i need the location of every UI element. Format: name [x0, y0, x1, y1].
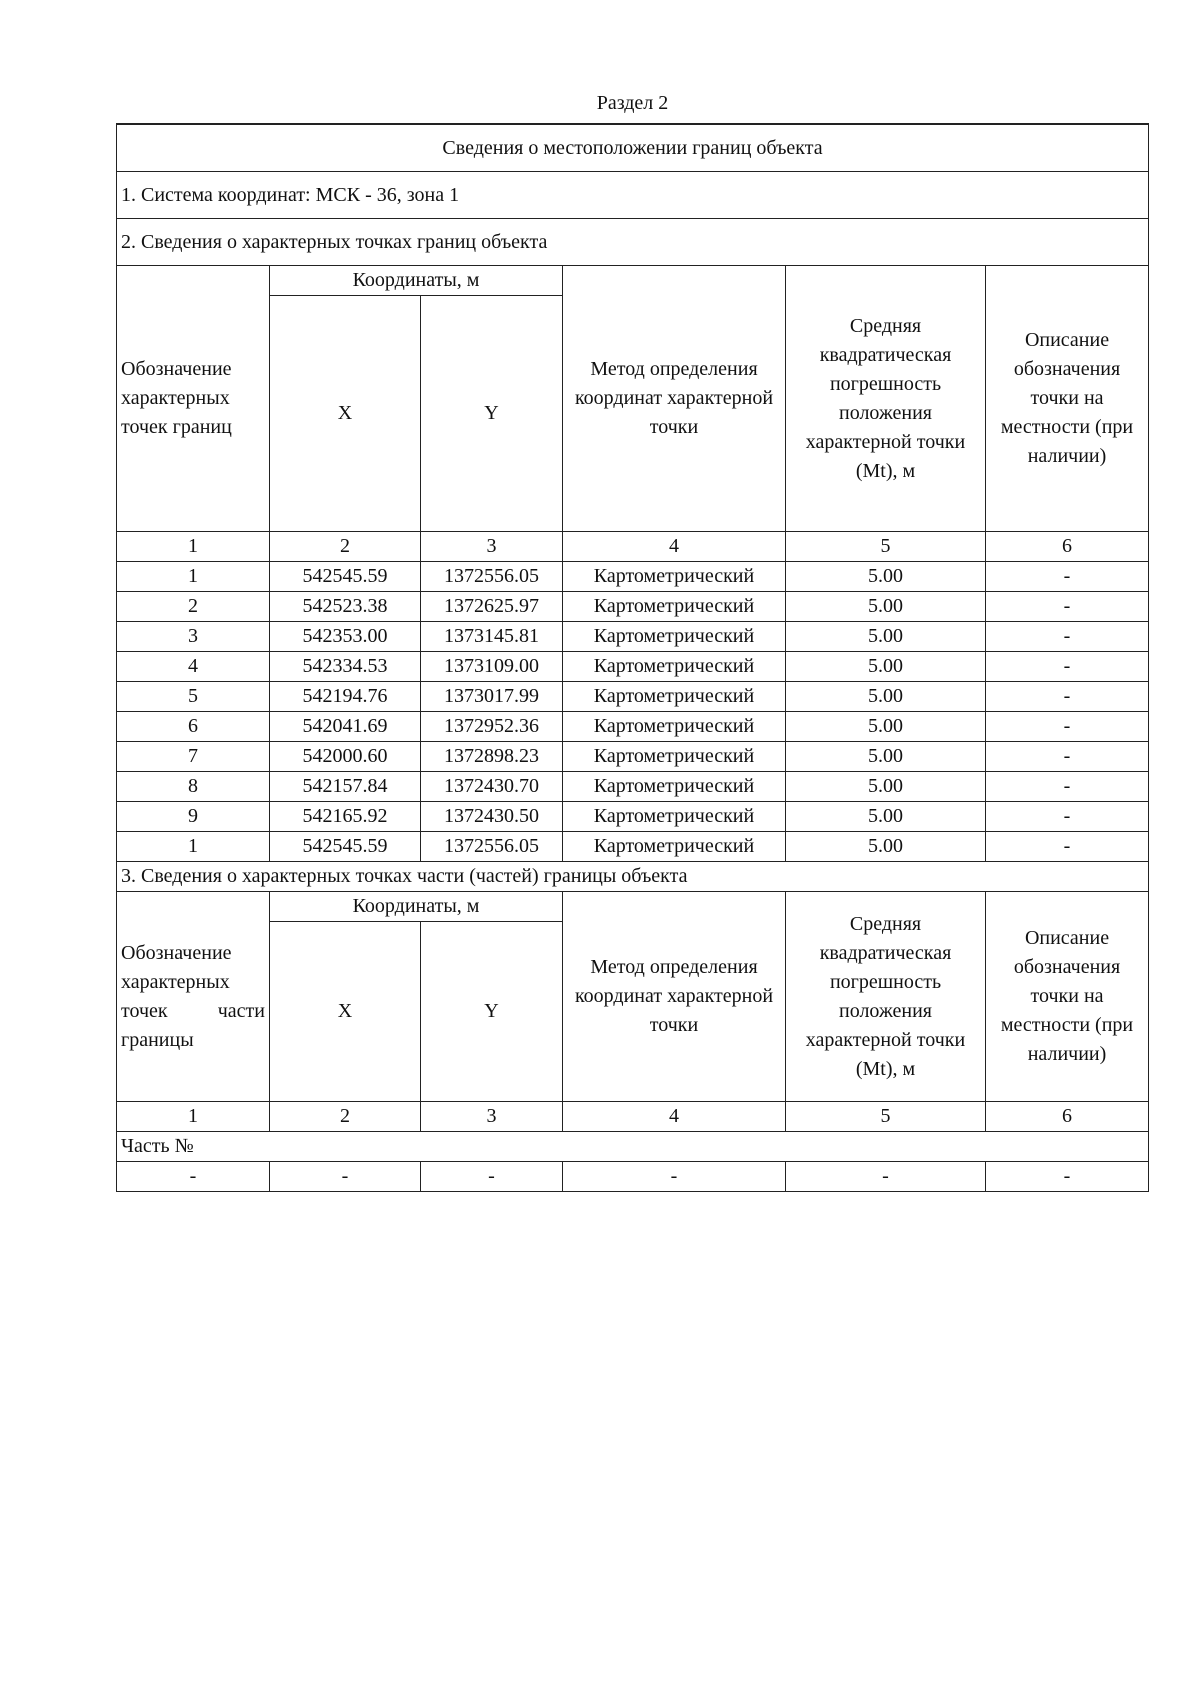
header-coordinates: Координаты, м — [270, 892, 563, 922]
col-number: 3 — [421, 532, 563, 562]
point-method: Картометрический — [563, 562, 786, 592]
header-error: Средняя квадратическая погрешность положения характерной точки (Mt), м — [786, 266, 986, 532]
table-row — [117, 772, 1149, 802]
point-description: - — [986, 652, 1149, 682]
header-x: X — [270, 296, 421, 532]
point-error: 5.00 — [786, 622, 986, 652]
header-part-line: Обозначение — [121, 941, 232, 964]
col-number: 3 — [421, 1102, 563, 1132]
point-id: 8 — [117, 772, 270, 802]
point-id: 4 — [117, 652, 270, 682]
point-method: Картометрический — [563, 652, 786, 682]
col-number: 1 — [117, 532, 270, 562]
point-id: 5 — [117, 682, 270, 712]
point-description: - — [986, 562, 1149, 592]
header-part-line: характерных — [121, 970, 230, 993]
col-number: 6 — [986, 1102, 1149, 1132]
point-y: 1372430.50 — [421, 802, 563, 832]
section3-title: 3. Сведения о характерных точках части (частей) границы объекта — [117, 862, 1149, 892]
col-number: 5 — [786, 1102, 986, 1132]
part-cell: - — [986, 1162, 1149, 1192]
header-y: Y — [421, 296, 563, 532]
section2-title: 2. Сведения о характерных точках границ объекта — [117, 219, 1149, 266]
point-y: 1372430.70 — [421, 772, 563, 802]
point-x: 542523.38 — [270, 592, 421, 622]
point-id: 9 — [117, 802, 270, 832]
header-point-designation: Обозначение характерных точек границ — [117, 266, 270, 532]
point-y: 1372898.23 — [421, 742, 563, 772]
point-error: 5.00 — [786, 562, 986, 592]
boundary-table — [116, 123, 1149, 1192]
point-description: - — [986, 772, 1149, 802]
col-number: 1 — [117, 1102, 270, 1132]
point-description: - — [986, 622, 1149, 652]
point-y: 1373109.00 — [421, 652, 563, 682]
col-number: 2 — [270, 1102, 421, 1132]
col-number: 2 — [270, 532, 421, 562]
point-method: Картометрический — [563, 622, 786, 652]
header-error: Средняя квадратическая погрешность положения характерной точки (Mt), м — [786, 892, 986, 1102]
point-method: Картометрический — [563, 712, 786, 742]
point-id: 6 — [117, 712, 270, 742]
header-coordinates: Координаты, м — [270, 266, 563, 296]
header-part-line: границы — [121, 1028, 194, 1051]
point-x: 542194.76 — [270, 682, 421, 712]
point-id: 7 — [117, 742, 270, 772]
point-error: 5.00 — [786, 742, 986, 772]
point-id: 1 — [117, 832, 270, 862]
part-label: Часть № — [117, 1132, 1149, 1162]
table-row — [117, 652, 1149, 682]
point-y: 1373017.99 — [421, 682, 563, 712]
point-method: Картометрический — [563, 802, 786, 832]
point-error: 5.00 — [786, 832, 986, 862]
point-error: 5.00 — [786, 682, 986, 712]
part-cell: - — [421, 1162, 563, 1192]
point-description: - — [986, 682, 1149, 712]
part-cell: - — [117, 1162, 270, 1192]
part-cell: - — [270, 1162, 421, 1192]
table-row — [117, 1162, 1149, 1192]
coord-system: 1. Система координат: МСК - 36, зона 1 — [117, 172, 1149, 219]
table-row — [117, 742, 1149, 772]
point-y: 1372556.05 — [421, 832, 563, 862]
point-id: 3 — [117, 622, 270, 652]
point-y: 1373145.81 — [421, 622, 563, 652]
point-x: 542041.69 — [270, 712, 421, 742]
point-id: 1 — [117, 562, 270, 592]
point-description: - — [986, 832, 1149, 862]
point-x: 542545.59 — [270, 562, 421, 592]
point-error: 5.00 — [786, 712, 986, 742]
point-method: Картометрический — [563, 742, 786, 772]
table-title: Сведения о местоположении границ объекта — [117, 124, 1149, 172]
point-description: - — [986, 802, 1149, 832]
header-part-line: точек части — [121, 999, 265, 1022]
table-row — [117, 562, 1149, 592]
point-x: 542334.53 — [270, 652, 421, 682]
point-id: 2 — [117, 592, 270, 622]
point-description: - — [986, 742, 1149, 772]
part-cell: - — [786, 1162, 986, 1192]
part-cell: - — [563, 1162, 786, 1192]
point-error: 5.00 — [786, 592, 986, 622]
point-method: Картометрический — [563, 832, 786, 862]
point-error: 5.00 — [786, 652, 986, 682]
point-x: 542353.00 — [270, 622, 421, 652]
point-method: Картометрический — [563, 682, 786, 712]
table-row — [117, 592, 1149, 622]
point-method: Картометрический — [563, 592, 786, 622]
table-row — [117, 682, 1149, 712]
point-x: 542545.59 — [270, 832, 421, 862]
table-row — [117, 832, 1149, 862]
col-number: 6 — [986, 532, 1149, 562]
point-y: 1372952.36 — [421, 712, 563, 742]
point-error: 5.00 — [786, 772, 986, 802]
point-method: Картометрический — [563, 772, 786, 802]
table-row — [117, 712, 1149, 742]
point-x: 542000.60 — [270, 742, 421, 772]
point-x: 542157.84 — [270, 772, 421, 802]
header-description: Описание обозначения точки на местности (при наличии) — [986, 266, 1149, 532]
point-error: 5.00 — [786, 802, 986, 832]
header-part-point-designation — [117, 892, 270, 1102]
col-number: 4 — [563, 532, 786, 562]
header-method: Метод определения координат характерной точки — [563, 266, 786, 532]
point-description: - — [986, 712, 1149, 742]
col-number: 5 — [786, 532, 986, 562]
section-title: Раздел 2 — [596, 92, 669, 114]
point-description: - — [986, 592, 1149, 622]
point-y: 1372625.97 — [421, 592, 563, 622]
table-row — [117, 802, 1149, 832]
header-method: Метод определения координат характерной точки — [563, 892, 786, 1102]
point-y: 1372556.05 — [421, 562, 563, 592]
table-row — [117, 622, 1149, 652]
col-number: 4 — [563, 1102, 786, 1132]
header-x: X — [270, 922, 421, 1102]
point-x: 542165.92 — [270, 802, 421, 832]
header-y: Y — [421, 922, 563, 1102]
header-description: Описание обозначения точки на местности (при наличии) — [986, 892, 1149, 1102]
